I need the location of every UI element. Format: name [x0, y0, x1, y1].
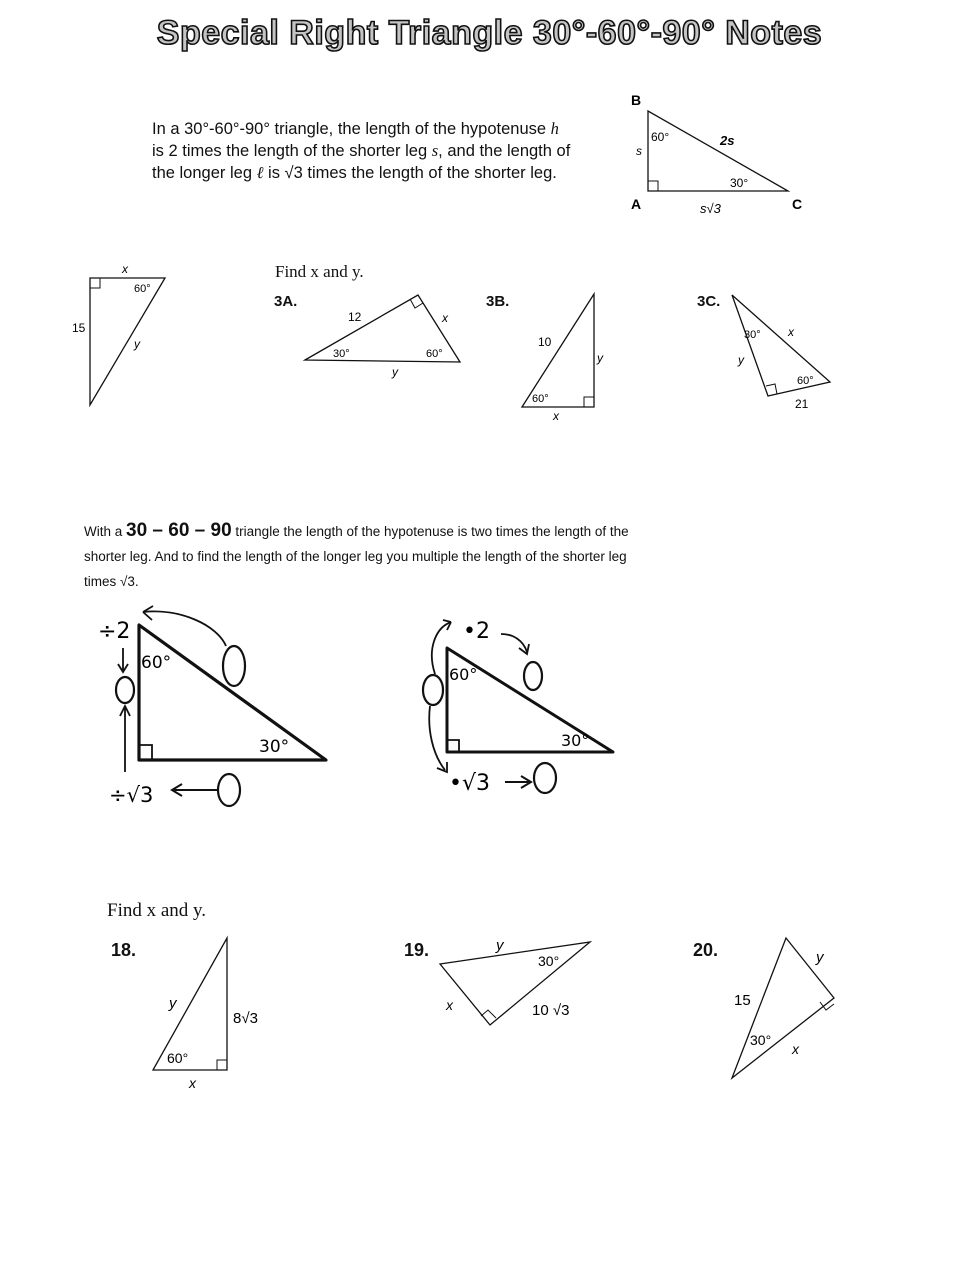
theorem-line-1-text: In a 30°-60°-90° triangle, the length of the hypotenuse	[152, 120, 551, 138]
short-leg-blank-circle	[116, 677, 134, 703]
problem-18-bottom: x	[189, 1075, 196, 1091]
problem-18-triangle	[145, 930, 285, 1095]
theorem-text	[152, 118, 602, 184]
problem-18-hyp: y	[169, 995, 177, 1012]
problem-3a-leg: x	[442, 311, 448, 325]
times-sqrt3-note: •√3	[449, 771, 490, 796]
vertex-c-label: C	[792, 196, 803, 212]
divide-sqrt3-note: ÷√3	[109, 783, 154, 807]
rule-line-1-start: With a	[84, 524, 127, 539]
problem-3a-hyp: 12	[348, 310, 362, 324]
theorem-line-3-text: the longer leg	[152, 164, 257, 182]
var-s: s	[431, 141, 439, 160]
rule-highlight: 30 – 60 – 90	[126, 520, 232, 541]
theorem-line-3	[152, 162, 602, 184]
var-h: h	[550, 119, 559, 138]
problem-18-leg: 8√3	[233, 1010, 258, 1027]
example-triangle	[68, 258, 178, 410]
rule-line-1-end: triangle the length of the hypotenuse is two times the length of the	[231, 524, 629, 539]
example-angle-label: 60°	[134, 283, 151, 295]
example-top-label: x	[122, 262, 128, 276]
problem-3b-angle: 60°	[532, 393, 549, 405]
problem-20-angle: 30°	[750, 1032, 772, 1048]
short-leg-given-circle	[423, 675, 443, 705]
problem-20-leg: y	[816, 949, 824, 966]
problem-3b-triangle	[510, 290, 610, 422]
problem-3a-label: 3A.	[274, 293, 298, 310]
divide-2-note: ÷2	[98, 619, 131, 644]
side-ab-label: s	[636, 144, 642, 158]
problem-3c-bottom: 21	[795, 397, 809, 411]
problem-3b-bottom: x	[553, 409, 559, 422]
problem-3c-hyp: x	[788, 325, 794, 339]
problem-19-angle: 30°	[538, 953, 560, 969]
diagram-multiply	[415, 600, 645, 805]
problem-3c-angle-right: 60°	[797, 375, 814, 387]
var-l: ℓ	[256, 163, 264, 182]
theorem-line-2	[152, 140, 602, 162]
problem-20-label: 20.	[693, 940, 719, 960]
find-heading-2: Find x and y.	[107, 900, 207, 921]
problem-19-triangle	[430, 930, 605, 1030]
long-leg-blank-circle	[218, 774, 240, 806]
rule-paragraph	[84, 518, 704, 594]
times-2-note: •2	[463, 619, 490, 644]
theorem-line-2-tail: , and the length of	[438, 142, 571, 160]
hyp-blank-circle	[223, 646, 245, 686]
problem-3a-triangle	[300, 290, 470, 385]
angle-c-label: 30°	[730, 176, 749, 190]
problem-3b-label: 3B.	[486, 293, 510, 310]
problem-3b-hyp: 10	[538, 335, 552, 349]
rule-line-2: shorter leg. And to find the length of the longer leg you multiple the length of the shorter leg	[84, 549, 627, 564]
problem-20-triangle	[720, 930, 845, 1085]
vertex-b-label: B	[631, 92, 642, 108]
problem-19-hyp: 10 √3	[532, 1002, 570, 1019]
theorem-line-2-text: is 2 times the length of the shorter leg	[152, 142, 432, 160]
problem-20-hyp: 15	[734, 992, 751, 1009]
diagram-left-angle-top: 60°	[141, 653, 172, 673]
problem-18-label: 18.	[111, 940, 137, 960]
diagram-right-angle-top: 60°	[449, 665, 478, 684]
diagram-left-angle-right: 30°	[259, 737, 290, 757]
vertex-a-label: A	[631, 196, 642, 212]
page-title: Special Right Triangle 30°-60°-90° Notes	[156, 14, 823, 52]
side-ac-label: s√3	[700, 201, 721, 216]
problem-3c-label: 3C.	[697, 293, 721, 310]
reference-triangle	[600, 85, 820, 220]
find-heading-1: Find x and y.	[275, 262, 364, 281]
diagram-right-angle-right: 30°	[561, 731, 590, 750]
rule-line-1	[84, 518, 704, 544]
diagram-divide	[95, 600, 345, 815]
problem-19-leg: x	[446, 997, 453, 1013]
problem-3b-leg: y	[597, 351, 603, 365]
problem-3c-triangle	[720, 290, 845, 420]
theorem-line-3-tail: is √3 times the length of the shorter leg.	[263, 164, 557, 182]
problem-3c-angle-top: 30°	[744, 329, 761, 341]
side-bc-label: 2s	[720, 133, 735, 148]
problem-18-angle: 60°	[167, 1050, 189, 1066]
example-left-label: 15	[72, 321, 86, 335]
problem-19-top: y	[496, 937, 504, 954]
problem-3a-bottom: y	[392, 365, 398, 379]
rule-line-3: times √3.	[84, 574, 139, 589]
hyp-answer-circle	[524, 662, 542, 690]
problem-19-label: 19.	[404, 940, 430, 960]
problem-3a-angle-right: 60°	[426, 348, 443, 360]
example-hyp-label: y	[134, 337, 140, 351]
problem-20-bottom: x	[792, 1041, 799, 1057]
problem-3c-leg: y	[738, 353, 744, 367]
long-leg-answer-circle	[534, 763, 556, 793]
problem-3a-angle-left: 30°	[333, 348, 350, 360]
theorem-line-1	[152, 118, 602, 140]
angle-b-label: 60°	[651, 130, 670, 144]
